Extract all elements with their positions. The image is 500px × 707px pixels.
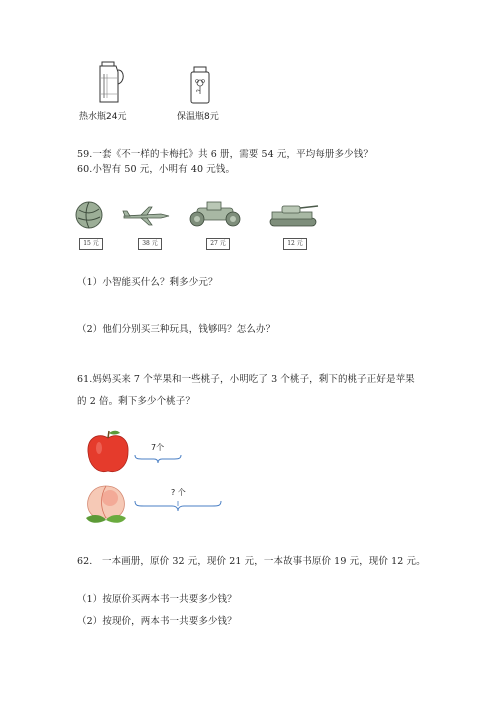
question-60-part-1: （1）小智能买什么？剩多少元？ — [77, 277, 218, 288]
car-icon — [187, 198, 245, 230]
peach-figure — [80, 480, 132, 524]
toy-price-ball: 15 元 — [79, 238, 103, 250]
peach-icon — [80, 480, 132, 524]
toy-tank — [264, 200, 322, 230]
question-59: 59.一套《不一样的卡梅托》共 6 册，需要 54 元，平均每册多少钱？ — [77, 149, 373, 160]
question-61-line-2: 的 2 倍。剩下多少个桃子？ — [77, 396, 195, 407]
toy-price-plane: 38 元 — [138, 238, 162, 250]
thermos-figure — [92, 58, 128, 104]
plane-icon — [121, 205, 171, 227]
apple-count-label: 7个 — [151, 443, 165, 452]
insulated-bottle-icon — [188, 66, 212, 104]
apple-brace — [134, 454, 182, 464]
ball-icon — [74, 200, 104, 230]
thermos-caption: 热水瓶24元 — [79, 112, 127, 122]
question-62: 62. 一本画册，原价 32 元，现价 21 元，一本故事书原价 19 元，现价 12 元。 — [77, 556, 426, 567]
thermos-icon — [92, 58, 128, 104]
question-62-part-1: （1）按原价买两本书一共要多少钱？ — [77, 594, 237, 605]
question-60: 60.小智有 50 元，小明有 40 元钱。 — [77, 164, 236, 175]
question-60-part-2: （2）他们分别买三种玩具，钱够吗？怎么办？ — [77, 324, 276, 335]
tank-icon — [264, 200, 322, 230]
toy-price-car: 27 元 — [206, 238, 230, 250]
insulated-bottle-figure — [188, 66, 212, 104]
toy-price-tank: 12 元 — [283, 238, 307, 250]
toy-plane — [121, 205, 171, 227]
question-61-line-1: 61.妈妈买来 7 个苹果和一些桃子，小明吃了 3 个桃子，剩下的桃子正好是苹果 — [77, 374, 415, 385]
apple-icon — [84, 428, 132, 476]
insulated-bottle-caption: 保温瓶8元 — [177, 112, 219, 122]
peach-count-label: ? 个 — [171, 488, 186, 497]
question-62-part-2: （2）按现价，两本书一共要多少钱？ — [77, 616, 237, 627]
toy-ball — [74, 200, 104, 230]
apple-figure — [84, 428, 132, 476]
peach-brace — [134, 500, 222, 512]
toy-car — [187, 198, 245, 230]
